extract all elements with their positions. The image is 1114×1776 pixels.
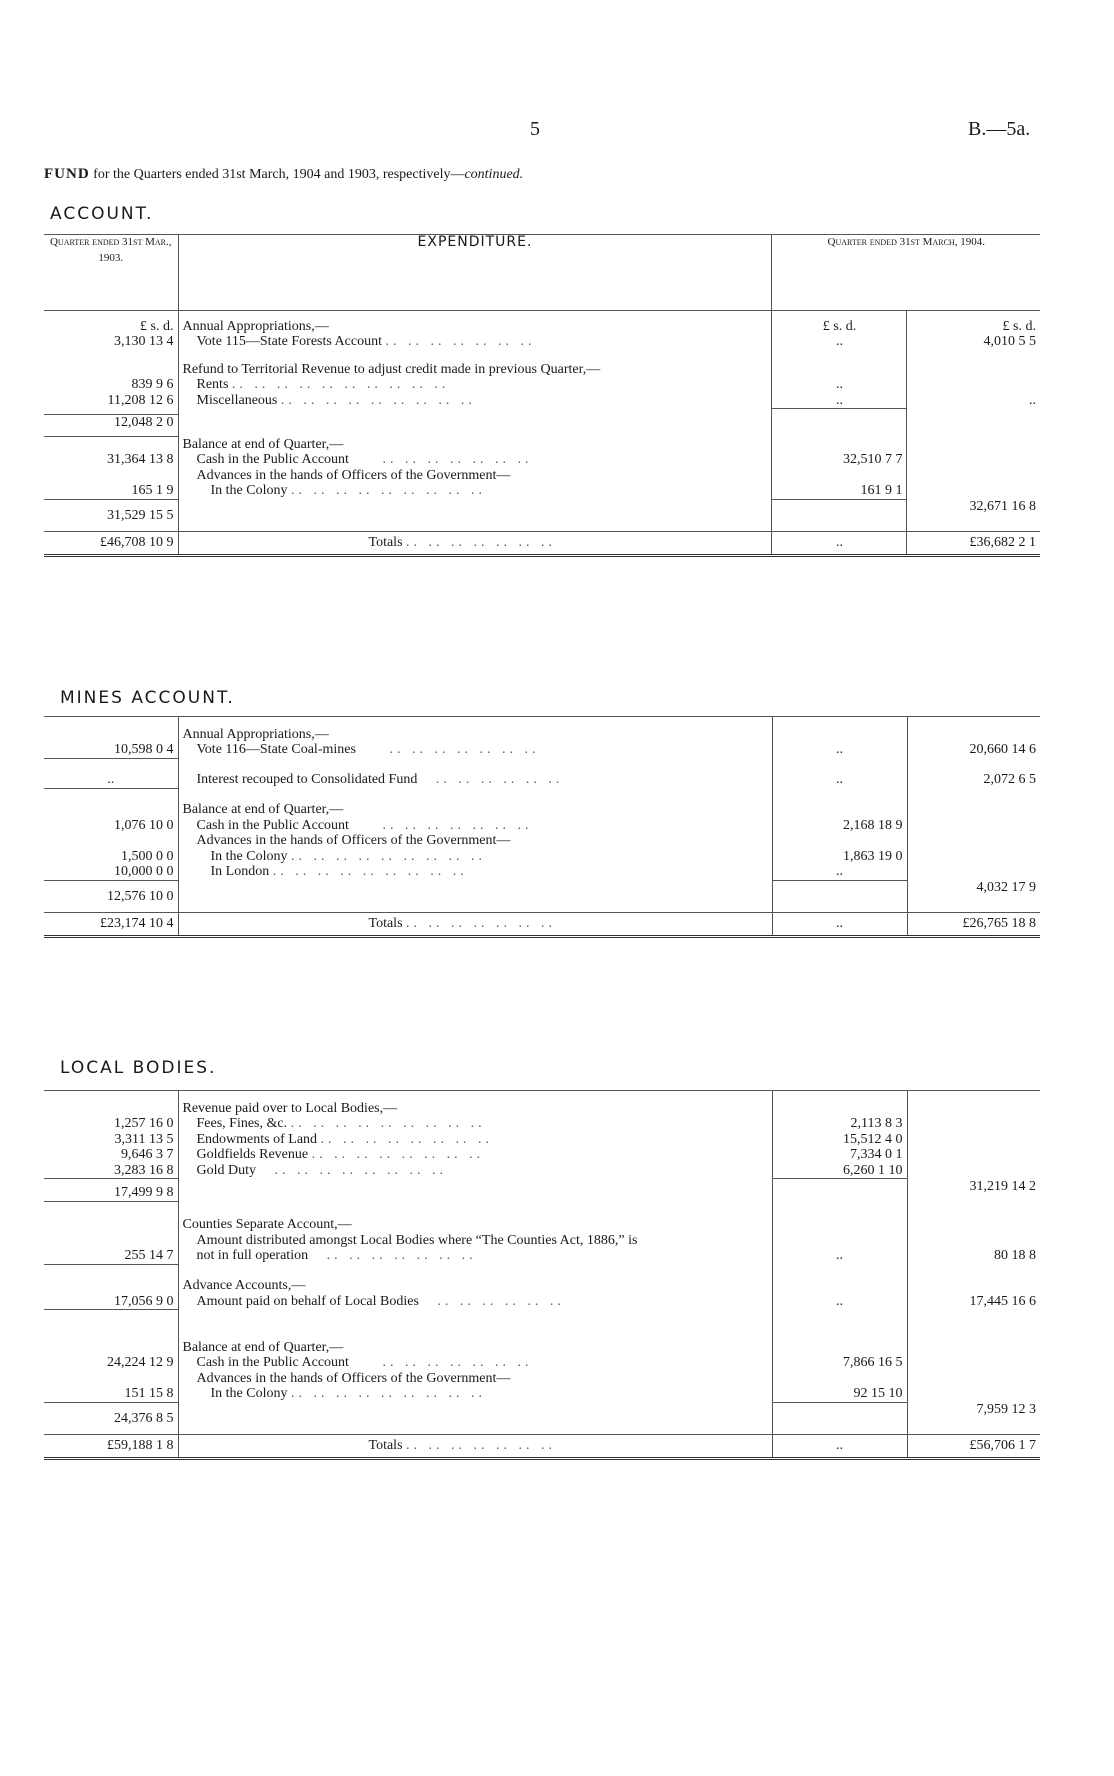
mines-totals-c: £26,765 18 8 xyxy=(907,912,1040,936)
refund-total-prev: 12,048 2 0 xyxy=(44,415,178,431)
totals-b: .. xyxy=(772,531,907,555)
mines-cash-prev: 1,076 10 0 xyxy=(44,818,178,834)
mines-colony-label: In the Colony xyxy=(210,848,288,864)
advance-accounts-c: 17,445 16 6 xyxy=(969,1293,1036,1309)
page-number: 5 xyxy=(530,118,540,140)
counties-b: .. xyxy=(772,1248,907,1264)
units-prev: £ s. d. xyxy=(44,319,178,335)
table-row: 1,500 0 0 In the Colony .. .. .. .. .. .. .. .. .. 1,863 19 0 xyxy=(44,849,1040,865)
colony-prev: 165 1 9 xyxy=(44,483,178,499)
local-bodies-table xyxy=(44,1090,1040,1460)
interest-b: .. xyxy=(772,772,907,788)
endow-label: Endowments of Land xyxy=(196,1131,318,1147)
local-balance-total-c: 7,959 12 3 xyxy=(976,1402,1036,1417)
rents-label: Rents xyxy=(196,377,229,392)
balance-label: Balance at end of Quarter,— xyxy=(178,437,772,453)
account-table xyxy=(44,234,1040,557)
fees-b: 2,113 8 3 xyxy=(772,1116,907,1132)
balance-total-c: 32,671 16 8 xyxy=(969,499,1036,514)
mines-balance-label: Balance at end of Quarter,— xyxy=(178,802,772,818)
mines-colony-b: 1,863 19 0 xyxy=(772,849,907,865)
interest-c: 2,072 6 5 xyxy=(983,772,1036,787)
heading-text: for the Quarters ended 31st March, 1904 and 1903, respectively— xyxy=(93,167,465,182)
mines-totals-prev: £23,174 10 4 xyxy=(44,912,178,936)
advances-label: Advances in the hands of Officers of the Government— xyxy=(178,468,772,484)
goldfields-b: 7,334 0 1 xyxy=(772,1147,907,1163)
totals-prev: £46,708 10 9 xyxy=(44,531,178,555)
table-row: 24,224 12 9 Cash in the Public Account .. .. .. .. .. .. .. 7,866 16 5 xyxy=(44,1355,1040,1371)
table-row xyxy=(44,499,1040,523)
table-row: 165 1 9 In the Colony .. .. .. .. .. .. .. .. .. 161 9 1 xyxy=(44,483,1040,499)
local-cash-label: Cash in the Public Account xyxy=(196,1355,349,1370)
table-row: 3,283 16 8 Gold Duty .. .. .. .. .. .. .. .. 6,260 1 10 xyxy=(44,1163,1040,1179)
balance-total-prev: 31,529 15 5 xyxy=(44,499,178,523)
misc-b: .. xyxy=(772,393,907,409)
totals-label: Totals xyxy=(368,534,403,550)
refund-total-c: .. xyxy=(1029,393,1036,408)
interest-prev: .. xyxy=(44,772,178,788)
counties-label: Counties Separate Account,— xyxy=(178,1217,772,1233)
revenue-total-c: 31,219 14 2 xyxy=(969,1178,1036,1194)
gold-duty-prev: 3,283 16 8 xyxy=(44,1163,178,1179)
goldfields-label: Goldfields Revenue xyxy=(196,1147,309,1162)
gold-duty-b: 6,260 1 10 xyxy=(772,1163,907,1179)
table-row: 255 14 7 not in full operation .. .. .. .. .. .. .. .. 80 18 8 xyxy=(44,1248,1040,1264)
goldfields-prev: 9,646 3 7 xyxy=(44,1147,178,1163)
mines-colony-prev: 1,500 0 0 xyxy=(44,849,178,865)
table-row: 10,598 0 4 Vote 116—State Coal-mines .. .. .. .. .. .. .. .. 20,660 14 6 xyxy=(44,742,1040,758)
totals-row: £23,174 10 4 Totals .. .. .. .. .. .. .. .. £26,765 18 8 xyxy=(44,912,1040,936)
london-prev: 10,000 0 0 xyxy=(44,864,178,880)
table-row: 9,646 3 7 Goldfields Revenue .. .. .. .. .. .. .. .. 7,334 0 1 xyxy=(44,1147,1040,1163)
heading-continued: continued. xyxy=(464,167,524,182)
misc-label: Miscellaneous xyxy=(196,392,278,408)
table-row xyxy=(44,880,1040,904)
table-row: 839 9 6 Rents .. .. .. .. .. .. .. .. .. .. .. xyxy=(44,377,1040,393)
mines-title: MINES ACCOUNT. xyxy=(60,688,235,708)
counties-text-1: Amount distributed amongst Local Bodies where “The Counties Act, 1886,” is xyxy=(178,1233,772,1249)
local-colony-prev: 151 15 8 xyxy=(44,1386,178,1402)
advance-accounts-b: .. xyxy=(772,1294,907,1310)
rents-b: .. xyxy=(772,377,907,393)
col-prev-quarter: Quarter ended 31st Mar., 1903. xyxy=(44,235,178,311)
col-current-quarter: Quarter ended 31st March, 1904. xyxy=(772,235,1040,311)
heading-fund: FUND xyxy=(44,166,90,182)
local-totals-prev: £59,188 1 8 xyxy=(44,1434,178,1458)
gold-duty-label: Gold Duty xyxy=(196,1162,256,1178)
endow-b: 15,512 4 0 xyxy=(772,1132,907,1148)
table-row xyxy=(44,1402,1040,1426)
rents-prev: 839 9 6 xyxy=(44,377,178,393)
totals-c: £36,682 2 1 xyxy=(907,531,1040,555)
table-row xyxy=(44,1179,1040,1202)
table-row: 11,208 12 6 Miscellaneous .. .. .. .. .. .. .. .. .. .. .. xyxy=(44,393,1040,409)
vote115-prev: 3,130 13 4 xyxy=(44,334,178,350)
counties-c: 80 18 8 xyxy=(994,1248,1036,1263)
totals-row: £59,188 1 8 Totals .. .. .. .. .. .. .. .. £56,706 1 7 xyxy=(44,1434,1040,1458)
local-cash-b: 7,866 16 5 xyxy=(772,1355,907,1371)
table-row: 17,056 9 0 Amount paid on behalf of Local Bodies .. .. .. .. .. .. .. 17,445 16 6 xyxy=(44,1294,1040,1310)
document-reference: B.—5a. xyxy=(968,118,1031,140)
advance-accounts-label: Advance Accounts,— xyxy=(178,1278,772,1294)
col-expenditure: EXPENDITURE. xyxy=(178,235,772,311)
mines-balance-total-c: 4,032 17 9 xyxy=(976,880,1036,895)
local-totals-label: Totals xyxy=(368,1437,403,1453)
local-balance-label: Balance at end of Quarter,— xyxy=(178,1340,772,1356)
counties-prev: 255 14 7 xyxy=(44,1248,178,1264)
table-row: 1,257 16 0 Fees, Fines, &c. .. .. .. .. .. .. .. .. .. 2,113 8 3 xyxy=(44,1116,1040,1132)
vote116-prev: 10,598 0 4 xyxy=(44,742,178,758)
local-cash-prev: 24,224 12 9 xyxy=(44,1355,178,1371)
annual-appropriations-label: Annual Appropriations,— xyxy=(178,319,772,335)
mines-balance-total-prev: 12,576 10 0 xyxy=(44,880,178,904)
page-heading xyxy=(44,166,523,183)
london-label: In London xyxy=(210,864,270,879)
cash-label: Cash in the Public Account xyxy=(196,452,349,467)
misc-prev: 11,208 12 6 xyxy=(44,393,178,409)
revenue-label: Revenue paid over to Local Bodies,— xyxy=(178,1101,772,1117)
mines-aa-label: Annual Appropriations,— xyxy=(178,727,772,743)
vote115-label: Vote 115—State Forests Account xyxy=(196,334,382,349)
cash-b: 32,510 7 7 xyxy=(772,452,907,468)
fees-prev: 1,257 16 0 xyxy=(44,1116,178,1132)
advance-accounts-prev: 17,056 9 0 xyxy=(44,1294,178,1310)
totals-row: £46,708 10 9 Totals .. .. .. .. .. .. .. .. £36,682 2 1 xyxy=(44,531,1040,555)
cash-prev: 31,364 13 8 xyxy=(44,452,178,468)
london-b: .. xyxy=(772,864,907,880)
local-balance-total-prev: 24,376 8 5 xyxy=(44,1402,178,1426)
mines-totals-b: .. xyxy=(772,912,907,936)
account-title: ACCOUNT. xyxy=(50,204,154,224)
interest-label: Interest recouped to Consolidated Fund xyxy=(196,772,418,787)
vote116-label: Vote 116—State Coal-mines xyxy=(196,742,356,757)
refund-label: Refund to Territorial Revenue to adjust credit made in previous Quarter,— xyxy=(178,362,772,378)
table-row: 31,364 13 8 Cash in the Public Account .. .. .. .. .. .. .. 32,510 7 7 xyxy=(44,452,1040,468)
revenue-total-prev: 17,499 9 8 xyxy=(44,1179,178,1202)
fees-label: Fees, Fines, &c. xyxy=(196,1116,288,1131)
endow-prev: 3,311 13 5 xyxy=(44,1132,178,1148)
units-c: £ s. d. xyxy=(1002,318,1036,334)
mines-table xyxy=(44,716,1040,938)
vote115-c: 4,010 5 5 xyxy=(983,334,1036,349)
local-advances-label: Advances in the hands of Officers of the Government— xyxy=(178,1371,772,1387)
vote116-b: .. xyxy=(772,742,907,758)
mines-totals-label: Totals xyxy=(368,915,403,931)
table-row: .. Interest recouped to Consolidated Fund .. .. .. .. .. .. .. 2,072 6 5 xyxy=(44,772,1040,788)
local-colony-b: 92 15 10 xyxy=(772,1386,907,1402)
table-row: 1,076 10 0 Cash in the Public Account .. .. .. .. .. .. .. 2,168 18 9 xyxy=(44,818,1040,834)
local-totals-c: £56,706 1 7 xyxy=(907,1434,1040,1458)
local-totals-b: .. xyxy=(772,1434,907,1458)
colony-b: 161 9 1 xyxy=(772,483,907,499)
mines-cash-b: 2,168 18 9 xyxy=(772,818,907,834)
colony-label: In the Colony xyxy=(210,483,288,498)
table-row xyxy=(44,415,1040,431)
local-bodies-title: LOCAL BODIES. xyxy=(60,1058,217,1078)
vote115-b: .. xyxy=(772,334,907,350)
vote116-c: 20,660 14 6 xyxy=(969,742,1036,757)
mines-advances-label: Advances in the hands of Officers of the Government— xyxy=(178,833,772,849)
counties-text-2: not in full operation xyxy=(196,1248,309,1263)
units-b: £ s. d. xyxy=(772,319,907,335)
table-row: 3,130 13 4 Vote 115—State Forests Account .. .. .. .. .. .. .. .. 4,010 5 5 xyxy=(44,334,1040,350)
mines-cash-label: Cash in the Public Account xyxy=(196,817,349,833)
table-row: 3,311 13 5 Endowments of Land .. .. .. .. .. .. .. .. 15,512 4 0 xyxy=(44,1132,1040,1148)
table-row: 10,000 0 0 In London .. .. .. .. .. .. .. .. .. .. xyxy=(44,864,1040,880)
advance-accounts-text: Amount paid on behalf of Local Bodies xyxy=(196,1293,419,1309)
local-colony-label: In the Colony xyxy=(210,1386,288,1401)
table-row: 151 15 8 In the Colony .. .. .. .. .. .. .. .. .. 92 15 10 xyxy=(44,1386,1040,1402)
